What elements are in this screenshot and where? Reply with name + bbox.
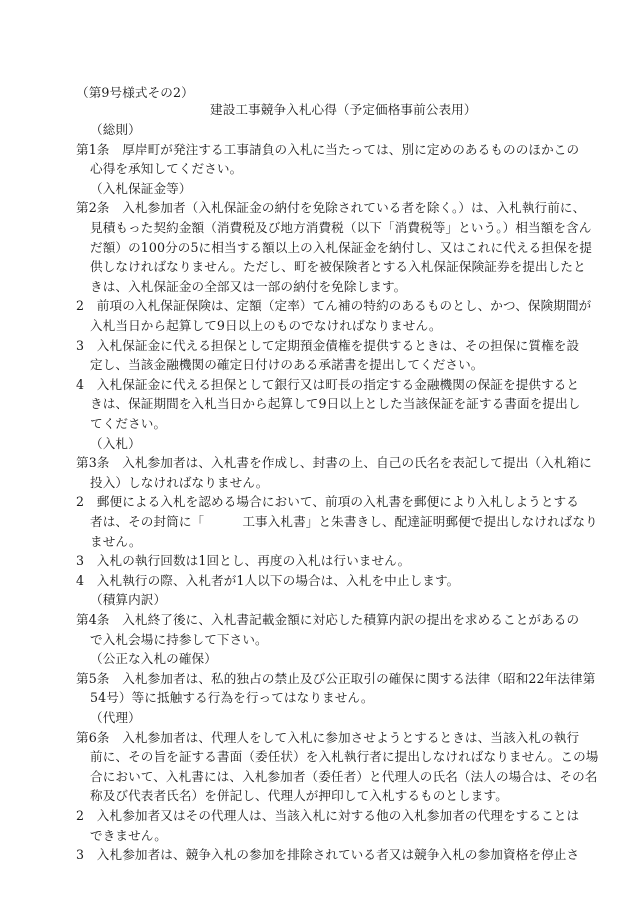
numbered-paragraph: 4 入札保証金に代える担保として銀行又は町長の指定する金融機関の保証を提供すると [76, 376, 580, 392]
continuation-line: 54号）等に抵触する行為を行ってはなりません。 [90, 690, 374, 706]
section-heading: （入札） [90, 435, 141, 451]
numbered-paragraph: 2 入札参加者又はその代理人は、当該入札に対する他の入札参加者の代理をすることは [76, 808, 580, 823]
continuation-line: きは、保証期間を入札当日から起算して9日以上とした当該保証を証する書面を提出し [90, 396, 581, 412]
continuation-line: 見積もった契約金額（消費税及び地方消費税（以下「消費税等」という。）相当額を含ん [90, 220, 592, 235]
section-heading: （代理） [90, 710, 141, 725]
numbered-paragraph: 4 入札執行の際、入札者が1人以下の場合は、入札を中止します。 [76, 572, 460, 588]
continuation-line: 称及び代表者氏名）を併記し、代理人が押印して入札するものとします。 [90, 788, 508, 804]
document-title: 建設工事競争入札心得（予定価格事前公表用） [210, 102, 477, 117]
continuation-line: 供しなければなりません。ただし、町を被保険者とする入札保証保険証券を提出したと [90, 259, 586, 275]
section-heading: （総則） [90, 122, 141, 137]
article-line: 第2条 入札参加者（入札保証金の納付を免除されている者を除く。）は、入札執行前に、 [76, 200, 586, 216]
article-line: 第4条 入札終了後に、入札書記載金額に対応した積算内訳の提出を求めることがあるの [76, 612, 580, 627]
numbered-paragraph: 2 前項の入札保証保険は、定額（定率）てん補の特約のあるものとし、かつ、保険期間が [76, 298, 592, 314]
continuation-line: ません。 [90, 533, 142, 549]
continuation-line: 心得を承知してください。 [90, 161, 243, 177]
continuation-line: 前に、その旨を証する書面（委任状）を入札執行者に提出しなければなりません。この場 [90, 749, 599, 765]
section-heading: （公正な入札の確保） [90, 651, 217, 667]
section-heading: （入札保証金等） [90, 180, 192, 196]
article-line: 第1条 厚岸町が発注する工事請負の入札に当たっては、別に定めのあるもののほかこの [76, 141, 580, 157]
form-number: （第9号様式その2） [76, 85, 194, 100]
section-heading: （積算内訳） [90, 592, 167, 608]
continuation-line: だ額）の100分の5に相当する額以上の入札保証金を納付し、又はこれに代える担保を提 [90, 239, 593, 255]
numbered-paragraph: 3 入札参加者は、競争入札の参加を排除されている者又は競争入札の参加資格を停止さ [76, 847, 580, 863]
continuation-line: で入札会場に持参して下さい。 [90, 631, 268, 647]
continuation-line: 入札当日から起算して9日以上のものでなければなりません。 [90, 318, 442, 333]
continuation-line: できません。 [90, 827, 167, 843]
continuation-line: 者は、その封筒に「 工事入札書」と朱書きし、配達証明郵便で提出しなければなり [90, 514, 598, 529]
continuation-line: 投入）しなければなりません。 [90, 474, 269, 490]
continuation-line: 合において、入札書には、入札参加者（委任者）と代理人の氏名（法人の場合は、その名 [90, 768, 598, 784]
continuation-line: てください。 [90, 416, 167, 431]
article-line: 第5条 入札参加者は、私的独占の禁止及び公正取引の確保に関する法律（昭和22年法律第 [76, 670, 596, 686]
article-line: 第6条 入札参加者は、代理人をして入札に参加させようとするときは、当該入札の執行 [76, 729, 580, 745]
continuation-line: きは、入札保証金の全部又は一部の納付を免除します。 [90, 278, 407, 294]
article-line: 第3条 入札参加者は、入札書を作成し、封書の上、自己の氏名を表記して提出（入札箱に [76, 455, 592, 471]
numbered-paragraph: 3 入札の執行回数は1回とし、再度の入札は行いません。 [76, 553, 411, 569]
continuation-line: 定し、当該金融機関の確定日付けのある承諾書を提出してください。 [90, 357, 484, 373]
numbered-paragraph: 3 入札保証金に代える担保として定期預金債権を提供するときは、その担保に質権を設 [76, 337, 580, 353]
numbered-paragraph: 2 郵便による入札を認める場合において、前項の入札書を郵便により入札しようとする [76, 494, 579, 510]
